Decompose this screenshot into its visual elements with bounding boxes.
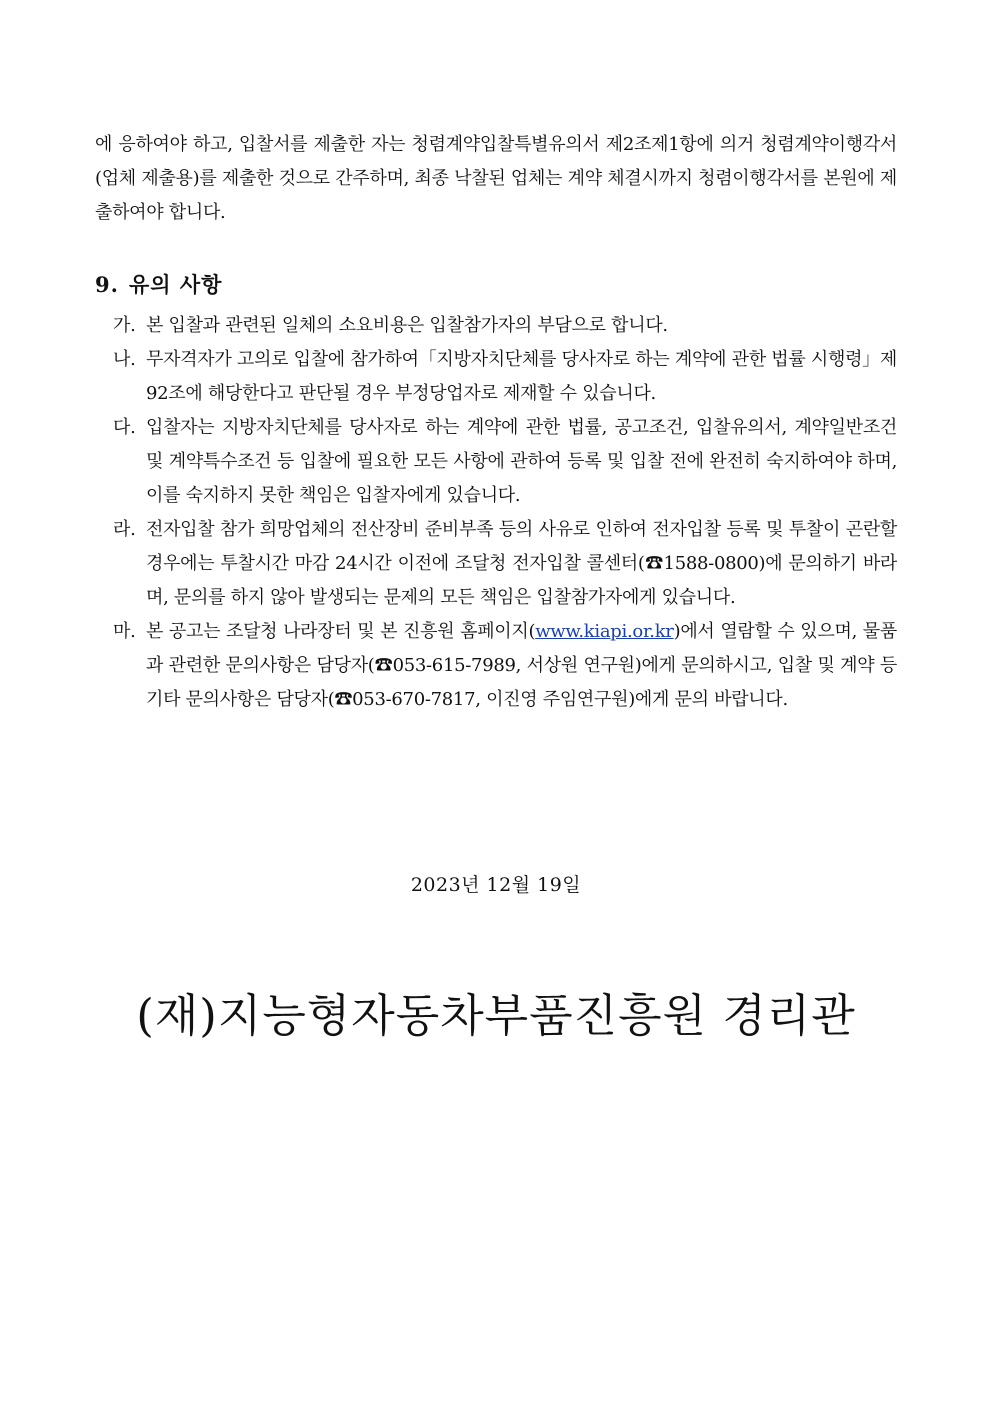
intro-text: 에 응하여야 하고, 입찰서를 제출한 자는 청렴계약입찰특별유의서 제2조제1항에 의거 청렴계약이행각서(업체 제출용)를 제출한 것으로 간주하며, 최종 낙찰된 업체는 계약 체결시까지 청렴이행각서를 본원에 제출하여야 합니다. bbox=[95, 134, 897, 223]
notice-list bbox=[113, 309, 897, 717]
list-item bbox=[113, 309, 897, 343]
list-item-marker: 나. bbox=[113, 349, 136, 370]
issuer-signature: (재)지능형자동차부품진흥원 경리관 bbox=[136, 989, 856, 1042]
list-item-marker: 마. bbox=[113, 621, 136, 642]
section-title: 유의 사항 bbox=[128, 272, 223, 297]
list-item-text: 무자격자가 고의로 입찰에 참가하여「지방자치단체를 당사자로 하는 계약에 관한 법률 시행령」제92조에 해당한다고 판단될 경우 부정당업자로 제재할 수 있습니다. bbox=[146, 349, 897, 404]
section-heading bbox=[95, 268, 222, 302]
homepage-link[interactable]: www.kiapi.or.kr bbox=[535, 621, 674, 642]
list-item-text-after-link: )에서 열람할 수 있으며, 물품과 관련한 문의사항은 담당자(☎053-615-7989, 서상원 연구원)에게 문의하시고, 입찰 및 계약 등 기타 문의사항은 담당자(☎053-670-7817, 이진영 주임연구원)에게 문의 바랍니다. bbox=[146, 621, 897, 710]
list-item-text: 전자입찰 참가 희망업체의 전산장비 준비부족 등의 사유로 인하여 전자입찰 등록 및 투찰이 곤란할 경우에는 투찰시간 마감 24시간 이전에 조달청 전자입찰 콜센터(☎1588-0800)에 문의하기 바라며, 문의를 하지 않아 발생되는 문제의 모든 책임은 입찰참가자에게 있습니다. bbox=[146, 519, 897, 608]
section-number: 9. bbox=[95, 272, 119, 297]
document-date: 2023년 12월 19일 bbox=[410, 874, 582, 896]
intro-paragraph bbox=[95, 128, 897, 230]
list-item-text: 본 입찰과 관련된 일체의 소요비용은 입찰참가자의 부담으로 합니다. bbox=[146, 315, 668, 336]
list-item-text: 입찰자는 지방자치단체를 당사자로 하는 계약에 관한 법률, 공고조건, 입찰유의서, 계약일반조건 및 계약특수조건 등 입찰에 필요한 모든 사항에 관하여 등록 및 입찰 전에 완전히 숙지하여야 하며, 이를 숙지하지 못한 책임은 입찰자에게 있습니다. bbox=[146, 417, 897, 506]
list-item bbox=[113, 615, 897, 717]
list-item bbox=[113, 343, 897, 411]
list-item bbox=[113, 411, 897, 513]
list-item bbox=[113, 513, 897, 615]
list-item-marker: 라. bbox=[113, 519, 136, 540]
list-item-marker: 다. bbox=[113, 417, 136, 438]
list-item-text-before-link: 본 공고는 조달청 나라장터 및 본 진흥원 홈페이지( bbox=[146, 621, 536, 642]
list-item-marker: 가. bbox=[113, 315, 136, 336]
